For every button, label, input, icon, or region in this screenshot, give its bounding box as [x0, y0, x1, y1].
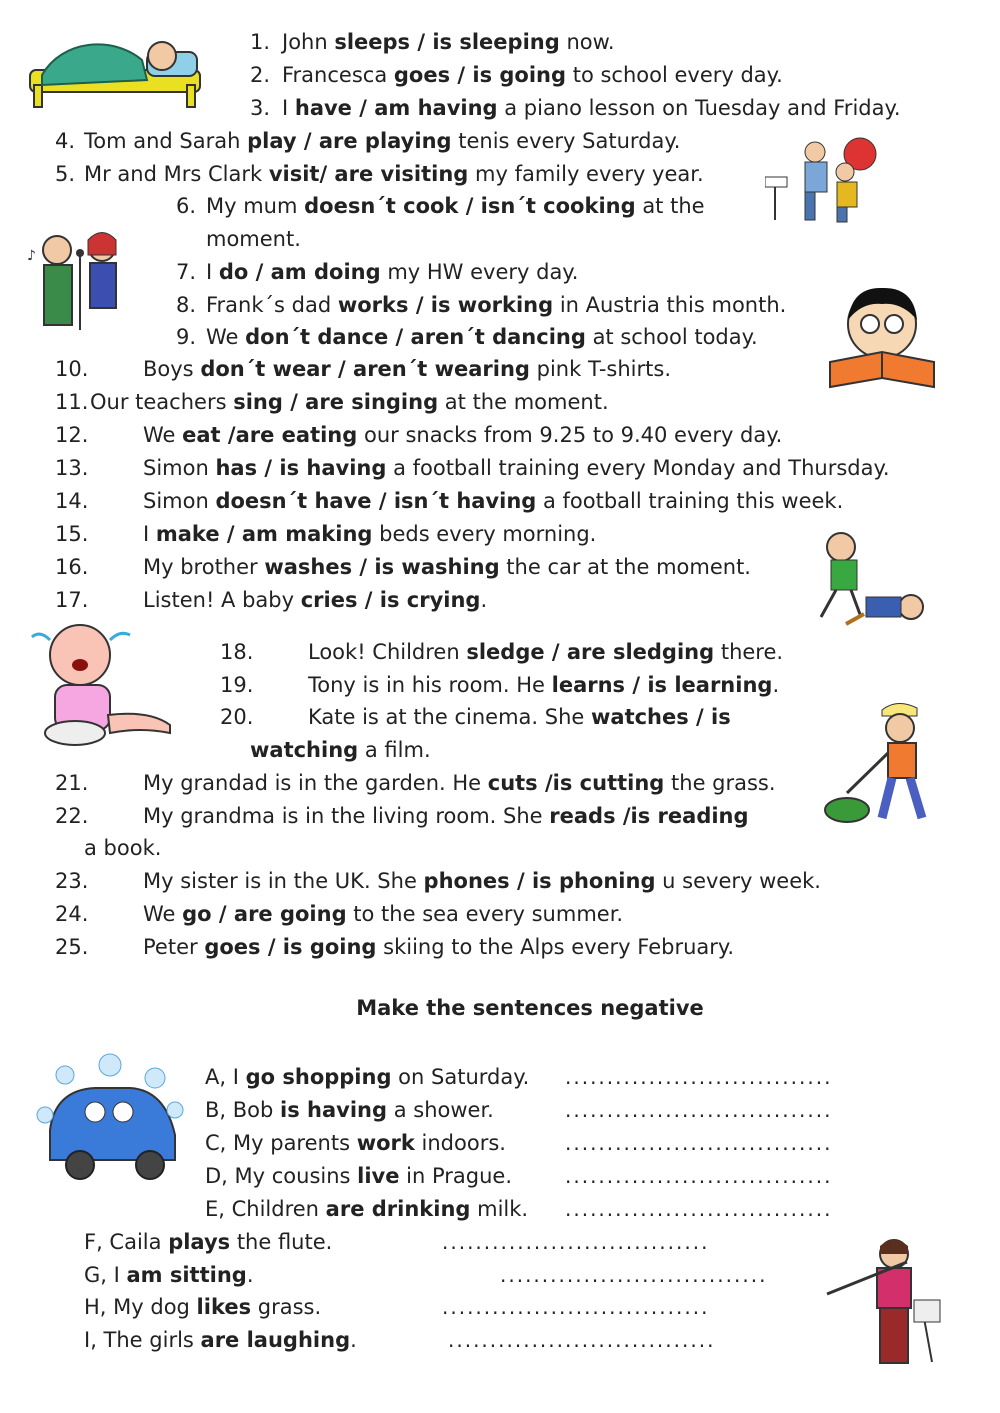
sentence-text: at school today. [585, 325, 758, 349]
sentence-text: B, Bob [205, 1098, 281, 1122]
sentence-text: D, My cousins [205, 1164, 358, 1188]
reading-boy-illustration [822, 282, 944, 392]
sentence-number: 8. [176, 293, 197, 317]
sentence-number: 7. [176, 260, 197, 284]
verb-choice: learns / is learning [551, 673, 773, 697]
sentence-number: 14. [55, 489, 89, 513]
negative-sentence [205, 1162, 512, 1190]
sentence-text: I [206, 260, 219, 284]
exercise-sentence [206, 291, 786, 319]
sentence-number: 9. [176, 325, 197, 349]
exercise-sentence [206, 225, 301, 253]
verb-choice: play / are playing [247, 129, 452, 153]
sentence-text: there. [714, 640, 784, 664]
verb-choice: washes / is washing [264, 555, 500, 579]
sentence-number: 24. [55, 902, 89, 926]
sentence-text: in Prague. [399, 1164, 513, 1188]
sentence-text: to the sea every summer. [346, 902, 624, 926]
sentence-text: I, The girls [84, 1328, 201, 1352]
exercise-sentence [308, 638, 783, 666]
answer-line[interactable]: ................................ [565, 1065, 833, 1089]
sentence-text: u severy week. [655, 869, 821, 893]
verb-choice: do / am doing [218, 260, 381, 284]
sentence-text: . [480, 588, 488, 612]
exercise-sentence [282, 28, 615, 56]
sentence-text: We [206, 325, 246, 349]
sentence-text: a football training every Monday and Thursday. [386, 456, 890, 480]
sentence-text: indoors. [414, 1131, 506, 1155]
sentence-number: 2. [250, 63, 271, 87]
sentence-text: in Austria this month. [553, 293, 787, 317]
sentence-text: now. [559, 30, 615, 54]
verb-choice: phones / is phoning [423, 869, 656, 893]
negative-sentence [205, 1129, 506, 1157]
answer-line[interactable]: ................................ [448, 1328, 716, 1352]
sentence-text: Tony is in his room. He [308, 673, 552, 697]
sentence-number: 22. [55, 804, 89, 828]
sentence-text: at the moment. [438, 390, 609, 414]
laughing-kids-illustration [806, 522, 942, 632]
sentence-text: My mum [206, 194, 305, 218]
verb-choice: has / is having [215, 456, 387, 480]
negative-sentence [84, 1228, 332, 1256]
exercise-sentence [282, 94, 901, 122]
sentence-number: 10. [55, 357, 89, 381]
answer-line[interactable]: ................................ [565, 1131, 833, 1155]
sentence-text: Boys [143, 357, 201, 381]
exercise-sentence [206, 258, 578, 286]
sentence-text: my HW every day. [380, 260, 579, 284]
sentence-text: F, Caila [84, 1230, 169, 1254]
exercise-sentence [143, 553, 751, 581]
sentence-text: Frank´s dad [206, 293, 338, 317]
sentence-number: 21. [55, 771, 89, 795]
sentence-number: 11. [55, 390, 89, 414]
verb-choice: sing / are singing [233, 390, 439, 414]
sentence-text: the flute. [230, 1230, 333, 1254]
exercise-sentence [143, 421, 782, 449]
sentence-text: A, I [205, 1065, 246, 1089]
sentence-text: . [350, 1328, 357, 1352]
sentence-text: pink T-shirts. [529, 357, 672, 381]
sentence-text: My grandma is in the living room. She [143, 804, 550, 828]
sentence-text: a piano lesson on Tuesday and Friday. [497, 96, 901, 120]
sentence-text: the car at the moment. [499, 555, 751, 579]
exercise-sentence [90, 388, 609, 416]
sentence-number: 25. [55, 935, 89, 959]
verb-choice: am sitting [126, 1263, 247, 1287]
exercise-sentence [143, 586, 487, 614]
sentence-number: 3. [250, 96, 271, 120]
answer-line[interactable]: ................................ [565, 1098, 833, 1122]
exercise-sentence [84, 127, 680, 155]
flute-player-illustration [822, 1232, 944, 1370]
negative-sentence [84, 1261, 254, 1289]
verb-choice: don´t dance / aren´t dancing [245, 325, 586, 349]
verb-choice: sledge / are sledging [466, 640, 715, 664]
verb-choice: is having [280, 1098, 388, 1122]
verb-choice: go / are going [182, 902, 347, 926]
verb-choice: sleeps / is sleeping [334, 30, 560, 54]
exercise-sentence [84, 834, 161, 862]
answer-line[interactable]: ................................ [565, 1164, 833, 1188]
sentence-number: 23. [55, 869, 89, 893]
exercise-sentence [308, 703, 731, 731]
exercise-sentence [143, 355, 671, 383]
negative-sentence [205, 1195, 528, 1223]
verb-choice: go shopping [245, 1065, 392, 1089]
sentence-text: . [772, 673, 780, 697]
sentence-number: 12. [55, 423, 89, 447]
verb-choice: don´t wear / aren´t wearing [200, 357, 530, 381]
sentence-text: My brother [143, 555, 265, 579]
car-wash-illustration [35, 1050, 185, 1190]
sentence-text: Francesca [282, 63, 394, 87]
verb-choice: goes / is going [204, 935, 377, 959]
exercise-sentence [143, 769, 776, 797]
sentence-text: the grass. [664, 771, 776, 795]
sentence-text: a football training this week. [536, 489, 844, 513]
negative-sentence [84, 1326, 357, 1354]
sentence-text: tenis every Saturday. [451, 129, 681, 153]
verb-choice: doesn´t have / isn´t having [215, 489, 537, 513]
verb-choice: live [357, 1164, 400, 1188]
verb-choice: cuts /is cutting [487, 771, 665, 795]
sentence-text: Tom and Sarah [84, 129, 248, 153]
sentence-number: 1. [250, 30, 271, 54]
verb-choice: plays [168, 1230, 231, 1254]
sentence-text: I [282, 96, 295, 120]
verb-choice: goes / is going [393, 63, 567, 87]
verb-choice: are laughing [200, 1328, 351, 1352]
verb-choice: doesn´t cook / isn´t cooking [304, 194, 636, 218]
sentence-text: My sister is in the UK. She [143, 869, 424, 893]
negative-sentence [84, 1293, 321, 1321]
exercise-sentence [84, 160, 704, 188]
sentence-number: 15. [55, 522, 89, 546]
verb-choice: have / am having [294, 96, 498, 120]
answer-line[interactable]: ................................ [442, 1295, 710, 1319]
sentence-text: grass. [251, 1295, 322, 1319]
sentence-text: Listen! A baby [143, 588, 301, 612]
exercise-sentence [143, 487, 843, 515]
sentence-text: We [143, 423, 183, 447]
verb-choice: are drinking [325, 1197, 471, 1221]
sentence-text: Simon [143, 489, 216, 513]
sentence-number: 13. [55, 456, 89, 480]
exercise-sentence [206, 323, 758, 351]
exercise-2-heading: Make the sentences negative [356, 996, 704, 1020]
answer-line[interactable]: ................................ [500, 1263, 768, 1287]
verb-choice: watches / is [591, 705, 731, 729]
sentence-text: our snacks from 9.25 to 9.40 every day. [357, 423, 783, 447]
sentence-number: 6. [176, 194, 197, 218]
exercise-sentence [206, 192, 705, 220]
answer-line[interactable]: ................................ [565, 1197, 833, 1221]
sentence-text: E, Children [205, 1197, 326, 1221]
sentence-text: Look! Children [308, 640, 467, 664]
lawnmower-man-illustration [822, 698, 944, 833]
negative-sentence [205, 1096, 494, 1124]
exercise-sentence [308, 671, 779, 699]
sentence-number: 4. [55, 129, 76, 153]
sentence-text: a film. [358, 738, 431, 762]
verb-choice: visit/ are visiting [268, 162, 469, 186]
sentence-text: John [282, 30, 335, 54]
sentence-text: G, I [84, 1263, 127, 1287]
sentence-text: We [143, 902, 183, 926]
verb-choice: make / am making [155, 522, 373, 546]
sentence-number: 17. [55, 588, 89, 612]
sentence-text: H, My dog [84, 1295, 197, 1319]
exercise-sentence [143, 867, 821, 895]
sentence-text: a book. [84, 836, 162, 860]
sentence-text: to school every day. [566, 63, 783, 87]
sentence-text: Our teachers [90, 390, 234, 414]
exercise-sentence [250, 736, 431, 764]
sentence-text: skiing to the Alps every February. [376, 935, 735, 959]
sentence-number: 20. [220, 705, 254, 729]
sentence-text: my family every year. [468, 162, 704, 186]
sentence-text: a shower. [387, 1098, 494, 1122]
verb-choice: watching [250, 738, 359, 762]
exercise-sentence [143, 454, 890, 482]
svg-text:♪: ♪ [27, 248, 36, 264]
exercise-sentence [143, 520, 596, 548]
crying-baby-illustration [30, 615, 178, 750]
exercise-sentence [143, 802, 749, 830]
sentence-text: milk. [470, 1197, 529, 1221]
exercise-sentence [143, 933, 734, 961]
sentence-number: 18. [220, 640, 254, 664]
hikers-illustration [765, 132, 885, 227]
sentence-number: 5. [55, 162, 76, 186]
sentence-text: Peter [143, 935, 205, 959]
sleeping-boy-illustration [22, 30, 212, 110]
singers-illustration [22, 220, 132, 340]
sentence-text: . [246, 1263, 254, 1287]
sentence-text: Mr and Mrs Clark [84, 162, 269, 186]
sentence-number: 16. [55, 555, 89, 579]
sentence-text: moment. [206, 227, 301, 251]
exercise-sentence [282, 61, 783, 89]
verb-choice: work [356, 1131, 415, 1155]
sentence-text: Simon [143, 456, 216, 480]
verb-choice: works / is working [337, 293, 554, 317]
sentence-text: My grandad is in the garden. He [143, 771, 488, 795]
sentence-text: C, My parents [205, 1131, 357, 1155]
answer-line[interactable]: ................................ [442, 1230, 710, 1254]
verb-choice: cries / is crying [300, 588, 481, 612]
sentence-text: Kate is at the cinema. She [308, 705, 591, 729]
sentence-text: beds every morning. [372, 522, 597, 546]
sentence-text: I [143, 522, 156, 546]
verb-choice: eat /are eating [182, 423, 358, 447]
verb-choice: reads /is reading [549, 804, 749, 828]
sentence-text: at the [635, 194, 705, 218]
negative-sentence [205, 1063, 529, 1091]
sentence-text: on Saturday. [391, 1065, 530, 1089]
exercise-sentence [143, 900, 623, 928]
verb-choice: likes [196, 1295, 252, 1319]
sentence-number: 19. [220, 673, 254, 697]
